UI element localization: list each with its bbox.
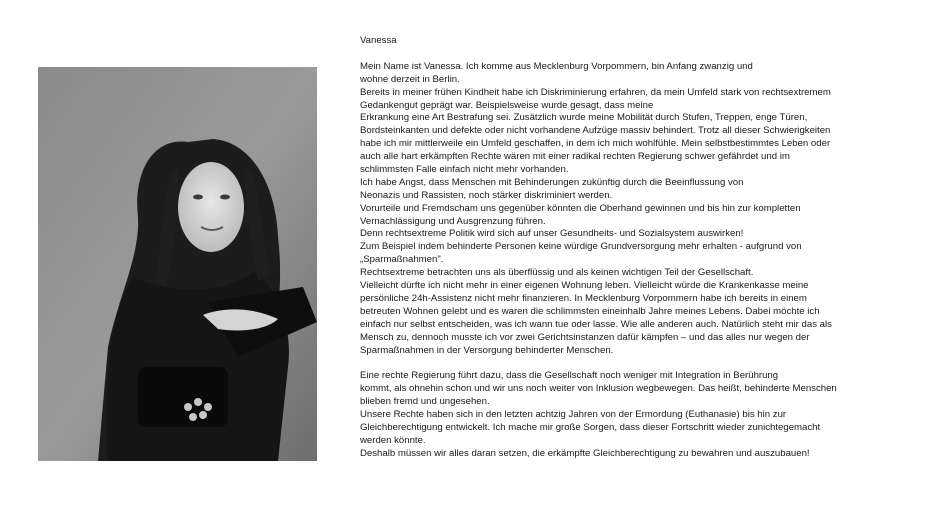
- text-line: Bereits in meiner frühen Kindheit habe ich Diskriminierung erfahren, da mein Umfeld stark von rechtsextremem: [360, 86, 831, 98]
- text-line: Bordsteinkanten und defekte oder nicht vorhandene Aufzüge massiv behindert. Trotz all dieser Schwierigkeiten: [360, 125, 831, 137]
- text-line: persönliche 24h-Assistenz nicht mehr finanzieren. In Mecklenburg Vorpommern habe ich bereits in einem: [360, 292, 807, 304]
- text-line: Unsere Rechte haben sich in den letzten achtzig Jahren von der Ermordung (Euthanasie) bis hin zur: [360, 408, 787, 420]
- text-line: einfach nur selbst entscheiden, was ich wann tue oder lasse. Wie alle anderen auch. Natürlich steht mir das als: [360, 318, 832, 330]
- text-line: betreuten Wohnen gelebt und es waren die schlimmsten eineinhalb Jahre meines Lebens. Dabei möchte ich: [360, 305, 820, 317]
- text-line: „Sparmaßnahmen".: [360, 254, 444, 266]
- text-line: wohne derzeit in Berlin.: [360, 73, 460, 85]
- person-name: Vanessa: [360, 35, 397, 46]
- text-line: schlimmsten Falle einfach nicht mehr vorhanden.: [360, 164, 569, 176]
- portrait-photo: [38, 67, 317, 461]
- text-line: Vielleicht dürfte ich nicht mehr in einer eigenen Wohnung leben. Vielleicht würde die Krankenkasse meine: [360, 280, 809, 292]
- text-line: habe ich mir mittlerweile ein Umfeld geschaffen, in dem ich mich wohlfühle. Mein selbstbestimmtes Leben oder: [360, 138, 831, 150]
- text-line: Ich habe Angst, dass Menschen mit Behinderungen zukünftig durch die Beeinflussung von: [360, 176, 744, 188]
- text-line: Gleichberechtigung entwickelt. Ich mache mir große Sorgen, dass dieser Fortschritt wieder zunichtegemacht: [360, 421, 821, 433]
- text-line: kommt, als ohnehin schon und wir uns noch weiter von Inklusion wegbewegen. Das heißt, behinderte Menschen: [360, 383, 837, 395]
- text-line: Sparmaßnahmen in der Versorgung behinderter Menschen.: [360, 344, 614, 356]
- text-line: Rechtsextreme betrachten uns als überflüssig und als keinen wichtigen Teil der Gesellschaft.: [360, 267, 754, 279]
- text-line: Neonazis und Rassisten, noch stärker diskriminiert werden.: [360, 189, 613, 201]
- text-line: Vernachlässigung und Ausgrenzung führen.: [360, 215, 546, 227]
- testimony-paragraph: [360, 61, 920, 357]
- text-line: blieben fremd und ungesehen.: [360, 396, 490, 408]
- text-line: Deshalb müssen wir alles daran setzen, die erkämpfte Gleichberechtigung zu bewahren und auszubauen!: [360, 447, 810, 459]
- text-line: Mensch zu, dennoch musste ich vor zwei Gerichtsinstanzen dafür kämpfen – und das alles nur wegen der: [360, 331, 810, 343]
- paragraph-gap: [360, 357, 920, 370]
- text-line: Erkrankung eine Art Bestrafung sei. Zusätzlich wurde meine Mobilität durch Stufen, Treppen, enge Türen,: [360, 112, 808, 124]
- text-line: werden könnte.: [360, 434, 426, 446]
- text-line: Vorurteile und Fremdscham uns gegenüber könnten die Oberhand gewinnen und bis hin zur kompletten: [360, 202, 801, 214]
- closing-paragraph: [360, 370, 920, 460]
- text-line: Zum Beispiel indem behinderte Personen keine würdige Grundversorgung mehr erhalten - aufgrund von: [360, 241, 802, 253]
- text-line: Gedankengut geprägt war. Beispielsweise wurde gesagt, dass meine: [360, 99, 654, 111]
- text-line: Eine rechte Regierung führt dazu, dass die Gesellschaft noch weniger mit Integration in Berührung: [360, 370, 779, 382]
- text-line: auch alle hart erkämpften Rechte wären mit einer radikal rechten Regierung schwer gefährdet und im: [360, 151, 790, 163]
- text-line: Mein Name ist Vanessa. Ich komme aus Mecklenburg Vorpommern, bin Anfang zwanzig und: [360, 60, 753, 72]
- text-line: Denn rechtsextreme Politik wird sich auf unser Gesundheits- und Sozialsystem auswirken!: [360, 228, 744, 240]
- testimony-text: [360, 35, 920, 461]
